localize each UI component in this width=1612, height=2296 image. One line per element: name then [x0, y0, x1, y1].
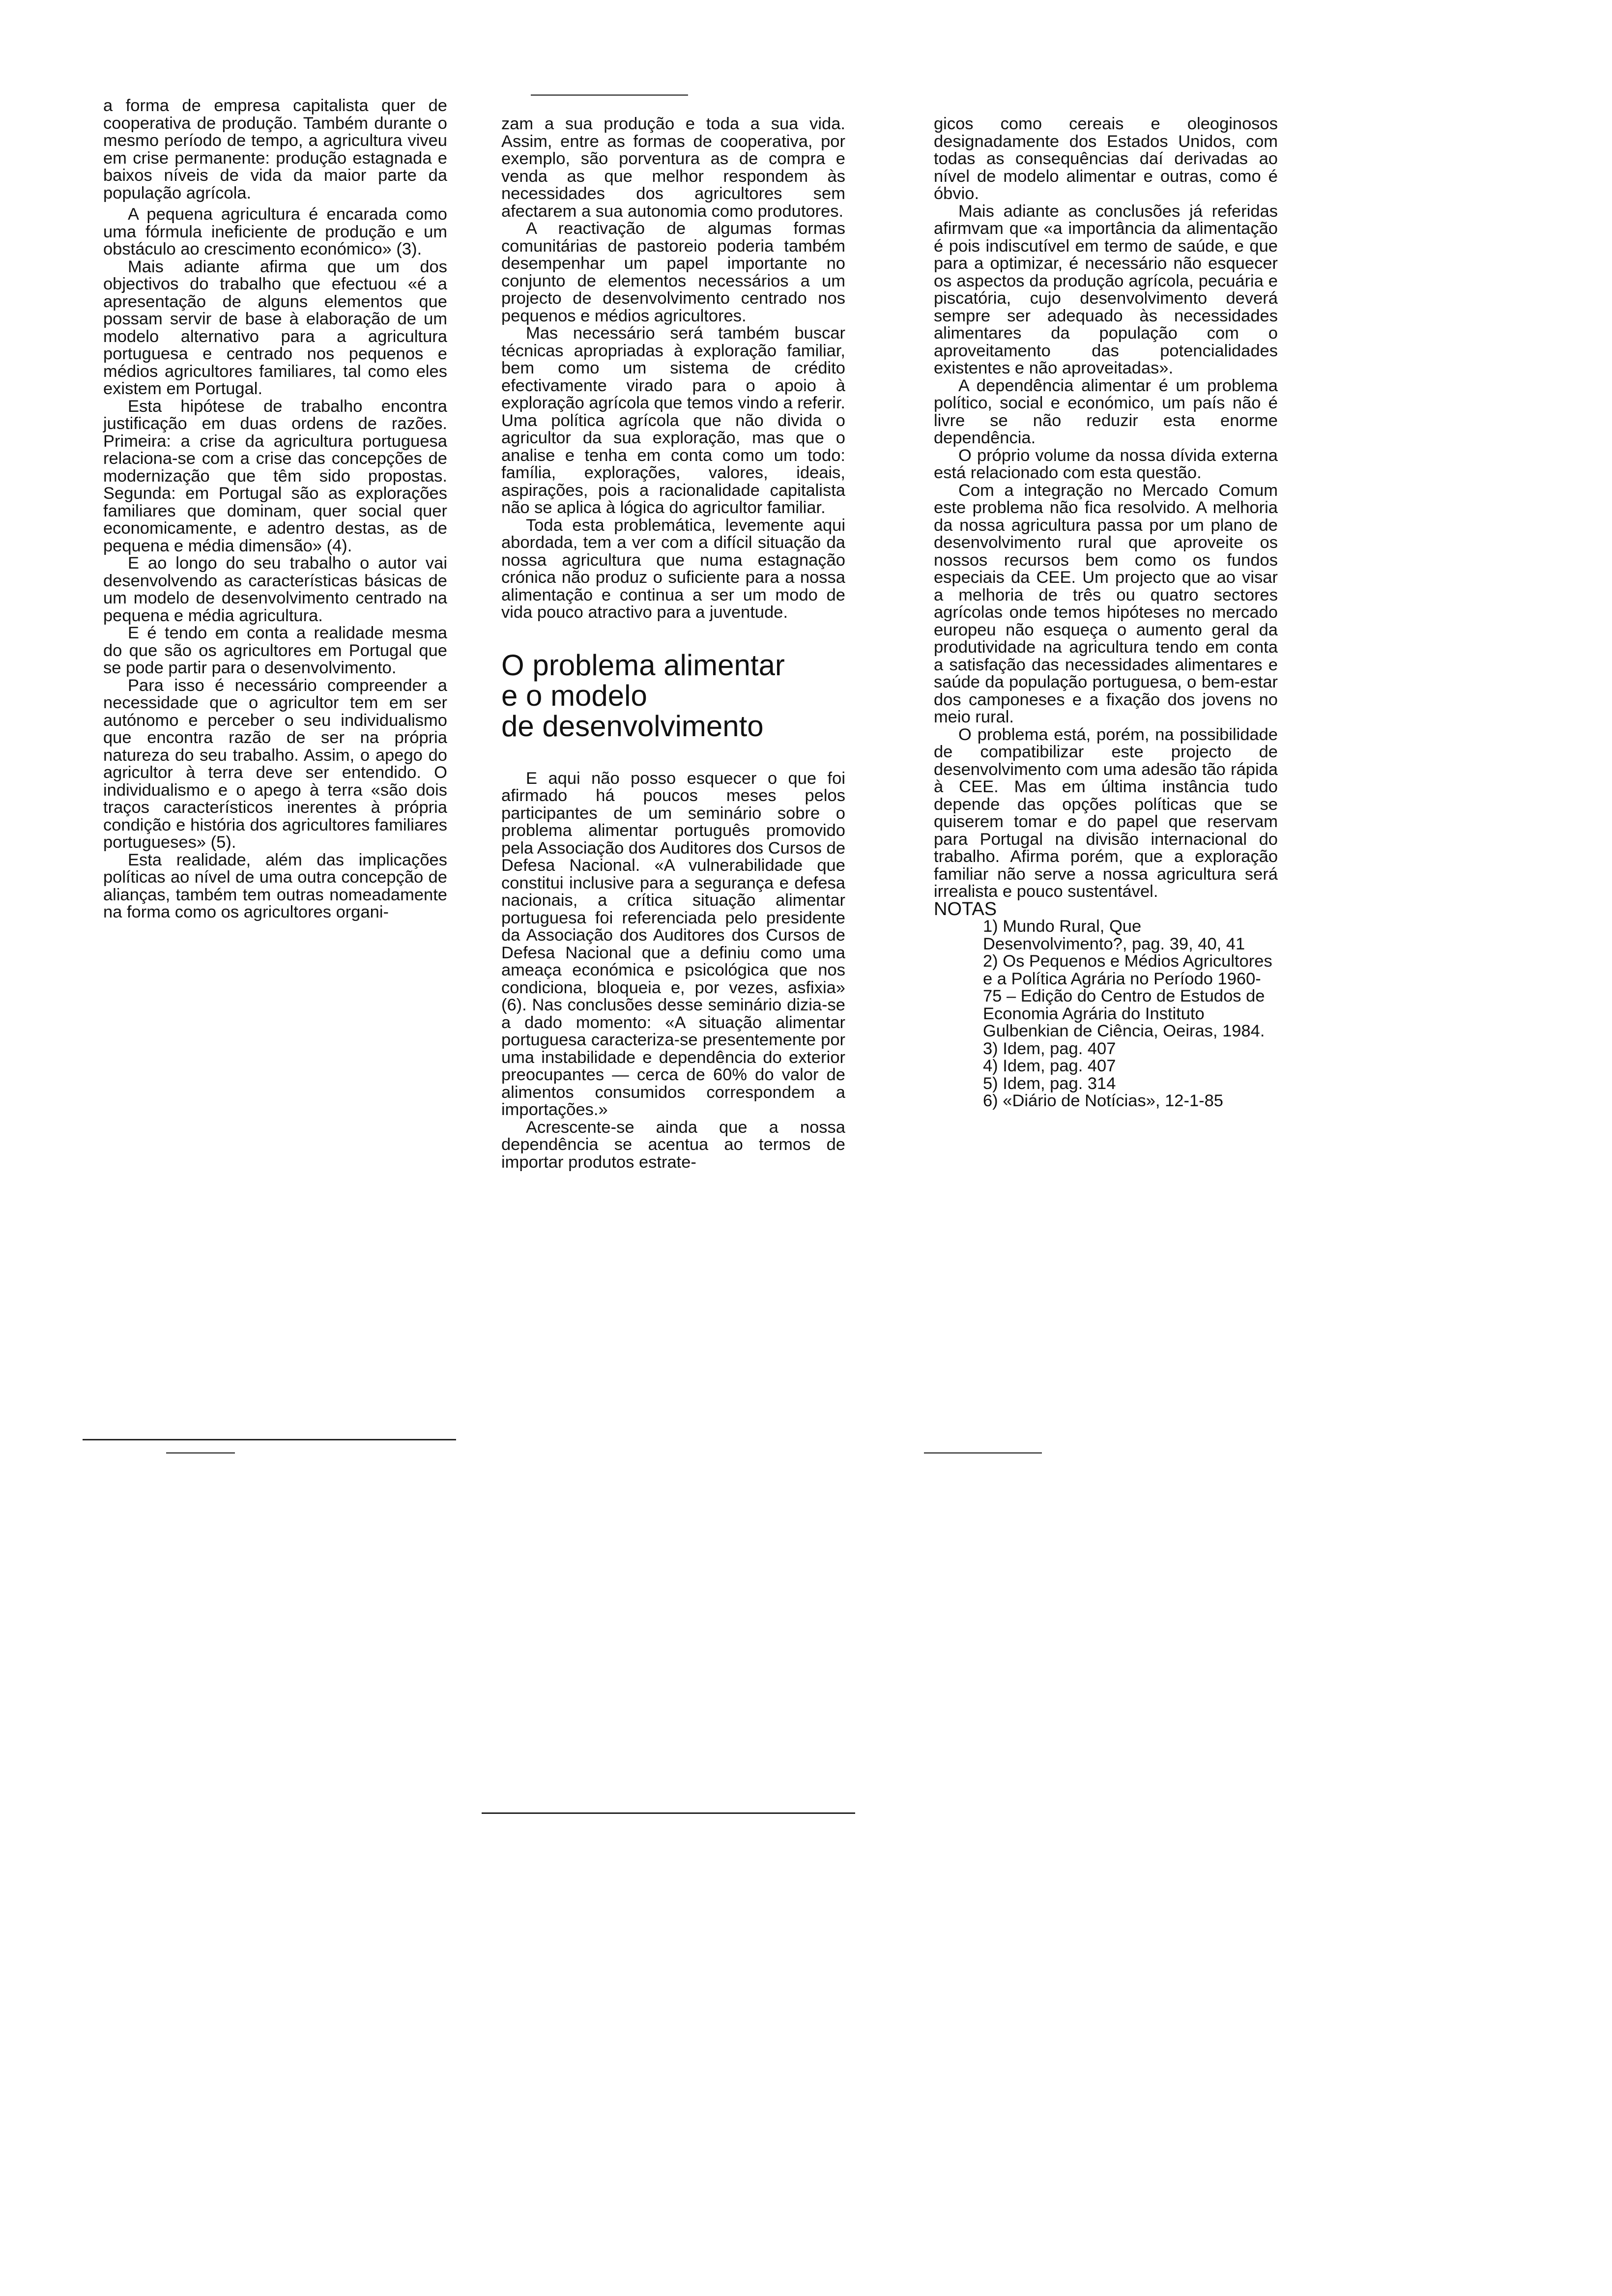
paragraph: Para isso é necessário compreender a necessidade que o agricultor tem em ser autónomo e perceber o seu individualismo que encontra razão de ser na própria natureza do seu trabalho. Assim, o apego do agricultor à terra deve ser entendido. O individualismo e o apego à terra «são dois traços característicos inerentes à própria condição e história dos agricultores familiares portugueses» (5).: [103, 676, 447, 852]
notes-heading: NOTAS: [934, 898, 997, 919]
section-heading-line: e o modelo: [501, 679, 647, 712]
note-item: 1) Mundo Rural, Que Desenvolvimento?, pag. 39, 40, 41: [983, 917, 1245, 953]
paragraph: gicos como cereais e oleoginosos designadamente dos Estados Unidos, com todas as consequências daí derivadas ao nível de modelo alimentar e outras, como é óbvio.: [934, 115, 1278, 203]
paragraph: A reactivação de algumas formas comunitárias de pastoreio poderia também desempenhar um papel importante no conjunto de elementos necessários a um projecto de desenvolvimento centrado nos pequenos e médios agricultores.: [501, 219, 845, 325]
paragraph: Mais adiante as conclusões já referidas afirmvam que «a importância da alimentação é pois indiscutível em termo de saúde, e que para a optimizar, é necessário não esquecer os aspectos da produção agrícola, pecuária e piscatória, cujo desenvolvimento deverá sempre ser adequado às necessidades alimentares da população com o aproveitamento das potencialidades existentes e não aproveitadas».: [934, 201, 1278, 377]
note-item: 5) Idem, pag. 314: [983, 1074, 1116, 1093]
dash-mark: [531, 94, 688, 96]
column-end-rule: [482, 1812, 855, 1814]
paragraph: a forma de empresa capitalista quer de cooperativa de produção. Também durante o mesmo período de tempo, a agricultura viveu em crise permanente: produção estagnada e baixos níveis de vida da maior parte da população agrícola.: [103, 96, 447, 202]
paragraph: Toda esta problemática, levemente aqui abordada, tem a ver com a difícil situação da nossa agricultura que numa estagnação crónica não produz o suficiente para a nossa alimentação e continua a ser um modo de vida pouco atractivo para a juventude.: [501, 516, 845, 622]
paragraph: O problema está, porém, na possibilidade de compatibilizar este projecto de desenvolvimento com uma adesão tão rápida à CEE. Mas em última instância tudo depende das opções políticas que se quiserem tomar e do papel que reservam para Portugal na divisão internacional do trabalho. Afirma porém, que a exploração familiar não serve a nossa agricultura será irrealista e pouco sustentável.: [934, 725, 1278, 901]
dash-mark: [924, 1452, 1042, 1454]
paragraph: Mas necessário será também buscar técnicas apropriadas à exploração familiar, bem como um sistema de crédito efectivamente virado para o apoio à exploração agrícola que temos vindo a referir. Uma política agrícola que não divida o agricultor da sua exploração, mas que o analise e tenha em conta como um todo: família, explorações, valores, ideais, aspirações, pois a racionalidade capitalista não se aplica à lógica do agricultor familiar.: [501, 324, 845, 517]
paragraph: E ao longo do seu trabalho o autor vai desenvolvendo as características básicas de um modelo de desenvolvimento centrado na pequena e média agricultura.: [103, 554, 447, 625]
paragraph: O próprio volume da nossa dívida externa está relacionado com esta questão.: [934, 446, 1278, 482]
paragraph: E é tendo em conta a realidade mesma do que são os agricultores em Portugal que se pode partir para o desenvolvimento.: [103, 624, 447, 677]
section-heading: [501, 650, 845, 742]
paragraph: Mais adiante afirma que um dos objectivos do trabalho que efectuou «é a apresentação de alguns elementos que possam servir de base à elaboração de um modelo alternativo para a agricultura portuguesa e centrado nos pequenos e médios agricultores familiares, tal como eles existem em Portugal.: [103, 257, 447, 398]
column-end-rule: [83, 1439, 456, 1440]
article-column-3: [934, 115, 1278, 1110]
paragraph: Esta realidade, além das implicações políticas ao nível de uma outra concepção de alianças, também tem outras nomeadamente na forma como os agricultores organi-: [103, 850, 447, 921]
note-item: 6) «Diário de Notícias», 12-1-85: [983, 1091, 1223, 1110]
paragraph: E aqui não posso esquecer o que foi afirmado há poucos meses pelos participantes de um seminário sobre o problema alimentar português promovido pela Associação dos Auditores dos Cursos de Defesa Nacional. «A vulnerabilidade que constitui inclusive para a segurança e defesa nacionais, a crítica situação alimentar portuguesa foi referenciada pelo presidente da Associação dos Auditores dos Cursos de Defesa Nacional que a definiu como uma ameaça económica e psicológica que nos condiciona, bloqueia e, por vezes, asfixia» (6). Nas conclusões desse seminário dizia-se a dado momento: «A situação alimentar portuguesa caracteriza-se presentemente por uma instabilidade e dependência do exterior preocupantes — cerca de 60% do valor de alimentos consumidos correspondem a importações.»: [501, 769, 846, 1119]
note-item: 4) Idem, pag. 407: [983, 1057, 1116, 1075]
paragraph: A dependência alimentar é um problema político, social e económico, um país não é livre se não reduzir esta enorme dependência.: [934, 376, 1278, 447]
article-column-1: [103, 97, 447, 921]
paragraph: A pequena agricultura é encarada como uma fórmula ineficiente de produção e um obstáculo ao crescimento económico» (3).: [103, 205, 447, 258]
paragraph: Esta hipótese de trabalho encontra justificação em duas ordens de razões. Primeira: a crise da agricultura portuguesa relaciona-se com a crise das concepções de modernização que têm sido propostas. Segunda: em Portugal são as explorações familiares que dominam, quer social quer economicamente, e adentro destas, as de pequena e média dimensão» (4).: [103, 397, 447, 555]
paragraph: Com a integração no Mercado Comum este problema não fica resolvido. A melhoria da nossa agricultura passa por um plano de desenvolvimento rural que aproveite os nossos recursos bem como os fundos especiais da CEE. Um projecto que ao visar a melhoria de três ou quatro sectores agrícolas onde temos hipóteses no mercado europeu não esqueça o aumento geral da produtividade na agricultura tendo em conta a satisfação das necessidades alimentares e saúde da população portuguesa, o bem-estar dos camponeses e a fixação dos jovens no meio rural.: [934, 481, 1278, 726]
section-heading-line: O problema alimentar: [501, 648, 785, 682]
paragraph: Acrescente-se ainda que a nossa dependência se acentua ao termos de importar produtos estrate-: [501, 1118, 845, 1172]
note-item: 2) Os Pequenos e Médios Agricultores e a Política Agrária no Período 1960-75 – Edição do Centro de Estudos de Economia Agrária do Instituto Gulbenkian de Ciência, Oeiras, 1984.: [983, 952, 1272, 1040]
note-item: 3) Idem, pag. 407: [983, 1039, 1116, 1058]
article-column-2: [501, 115, 845, 1171]
dash-mark: [166, 1452, 235, 1454]
paragraph: zam a sua produção e toda a sua vida. Assim, entre as formas de cooperativa, por exemplo, são porventura as de compra e venda as que melhor respondem às necessidades dos agricultores sem afectarem a sua autonomia como produtores.: [501, 115, 845, 221]
notes-list: [934, 918, 1278, 1110]
section-heading-line: de desenvolvimento: [501, 709, 764, 743]
